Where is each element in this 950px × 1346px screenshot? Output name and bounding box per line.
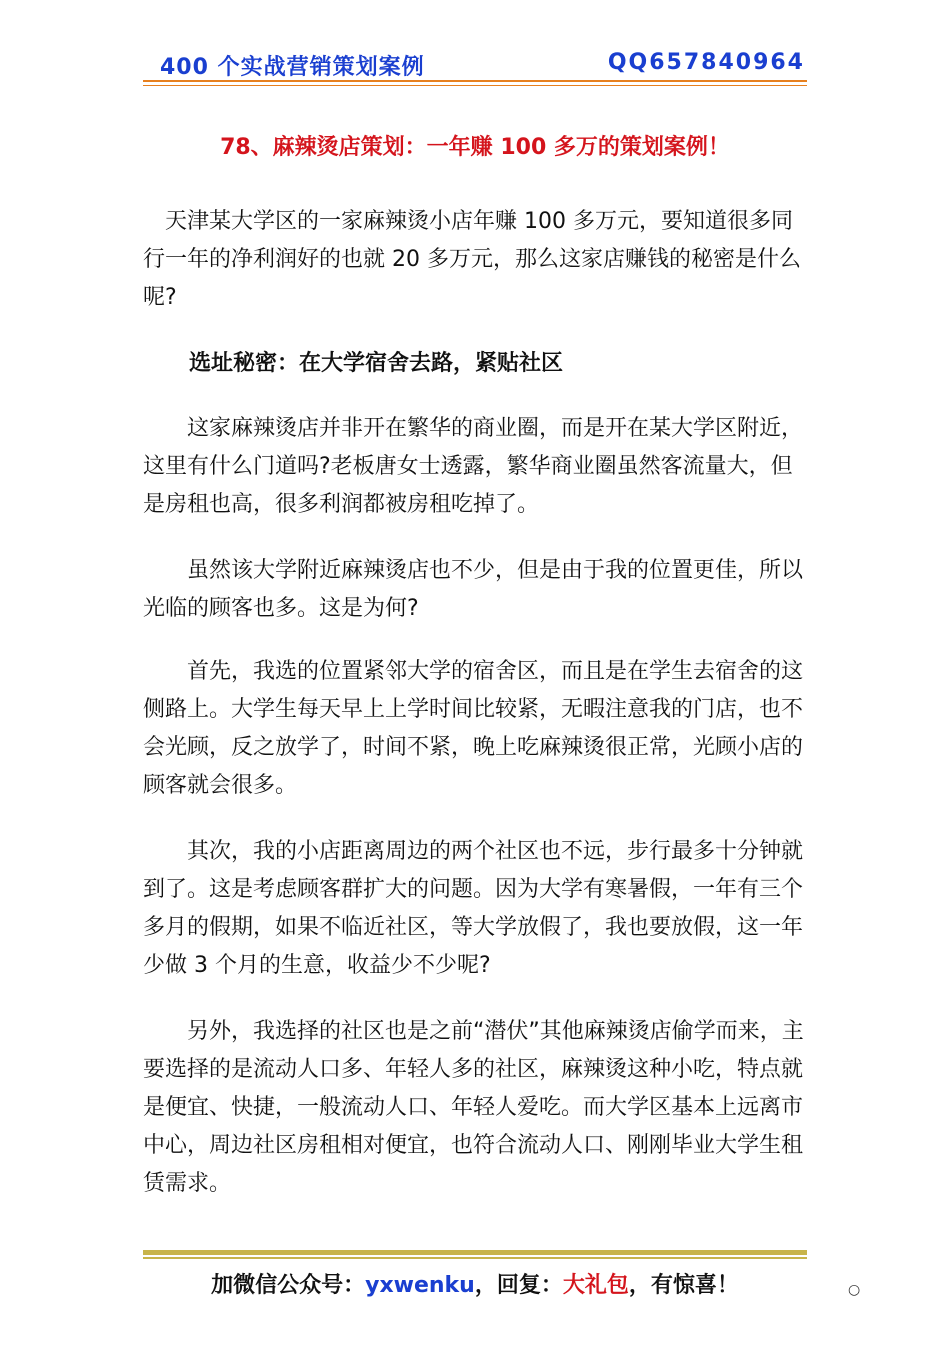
paragraph-text: 另外，我选择的社区也是之前“潜伏”其他麻辣烫店偷学而来，主要选择的是流动人口多、年轻人多的社区，麻辣烫这种小吃，特点就是便宜、快捷，一般流动人口、年轻人爱吃。而大学区基本上远离市中心，周边社区房租相对便宜，也符合流动人口、刚刚毕业大学生租赁需求。 <box>143 1019 804 1196</box>
paragraph-text: 其次，我的小店距离周边的两个社区也不远，步行最多十分钟就到了。这是考虑顾客群扩大的问题。因为大学有寒暑假，一年有三个多月的假期，如果不临近社区，等大学放假了，我也要放假，这一年少做 3 个月的生意，收益少不少呢? <box>143 839 804 978</box>
paragraph-2 <box>143 552 809 628</box>
footer-keyword: 大礼包 <box>562 1273 629 1298</box>
header-divider <box>143 80 807 86</box>
footer-account: yxwenku <box>365 1273 475 1298</box>
intro-text: 天津某大学区的一家麻辣烫小店年赚 100 多万元，要知道很多同行一年的净利润好的也就 20 多万元，那么这家店赚钱的秘密是什么呢? <box>143 209 801 310</box>
paragraph-1 <box>143 410 809 524</box>
paragraph-text: 虽然该大学附近麻辣烫店也不少，但是由于我的位置更佳，所以光临的顾客也多。这是为何? <box>143 558 804 621</box>
section-subheading: 选址秘密：在大学宿舍去路，紧贴社区 <box>189 351 564 376</box>
header-qq-number: QQ657840964 <box>607 50 805 75</box>
paragraph-3 <box>143 653 809 805</box>
footer-divider <box>143 1250 807 1259</box>
paragraph-5 <box>143 1013 809 1203</box>
paragraph-text: 首先，我选的位置紧邻大学的宿舍区，而且是在学生去宿舍的这侧路上。大学生每天早上上学时间比较紧，无暇注意我的门店，也不会光顾，反之放学了，时间不紧，晚上吃麻辣烫很正常，光顾小店的顾客就会很多。 <box>143 659 804 798</box>
footer-prefix: 加微信公众号： <box>211 1273 366 1298</box>
intro-paragraph <box>143 203 809 317</box>
header-series-title: 400 个实战营销策划案例 <box>160 55 425 80</box>
paragraph-4 <box>143 833 809 985</box>
page-mark: ○ <box>848 1282 861 1298</box>
footer-promo <box>143 1268 807 1299</box>
footer-middle: ，回复： <box>474 1273 563 1298</box>
document-title: 78、麻辣烫店策划：一年赚 100 多万的策划案例！ <box>220 135 730 160</box>
footer-suffix: ，有惊喜！ <box>628 1273 739 1298</box>
paragraph-text: 这家麻辣烫店并非开在繁华的商业圈，而是开在某大学区附近，这里有什么门道吗?老板唐女士透露，繁华商业圈虽然客流量大，但是房租也高，很多利润都被房租吃掉了。 <box>143 416 804 517</box>
